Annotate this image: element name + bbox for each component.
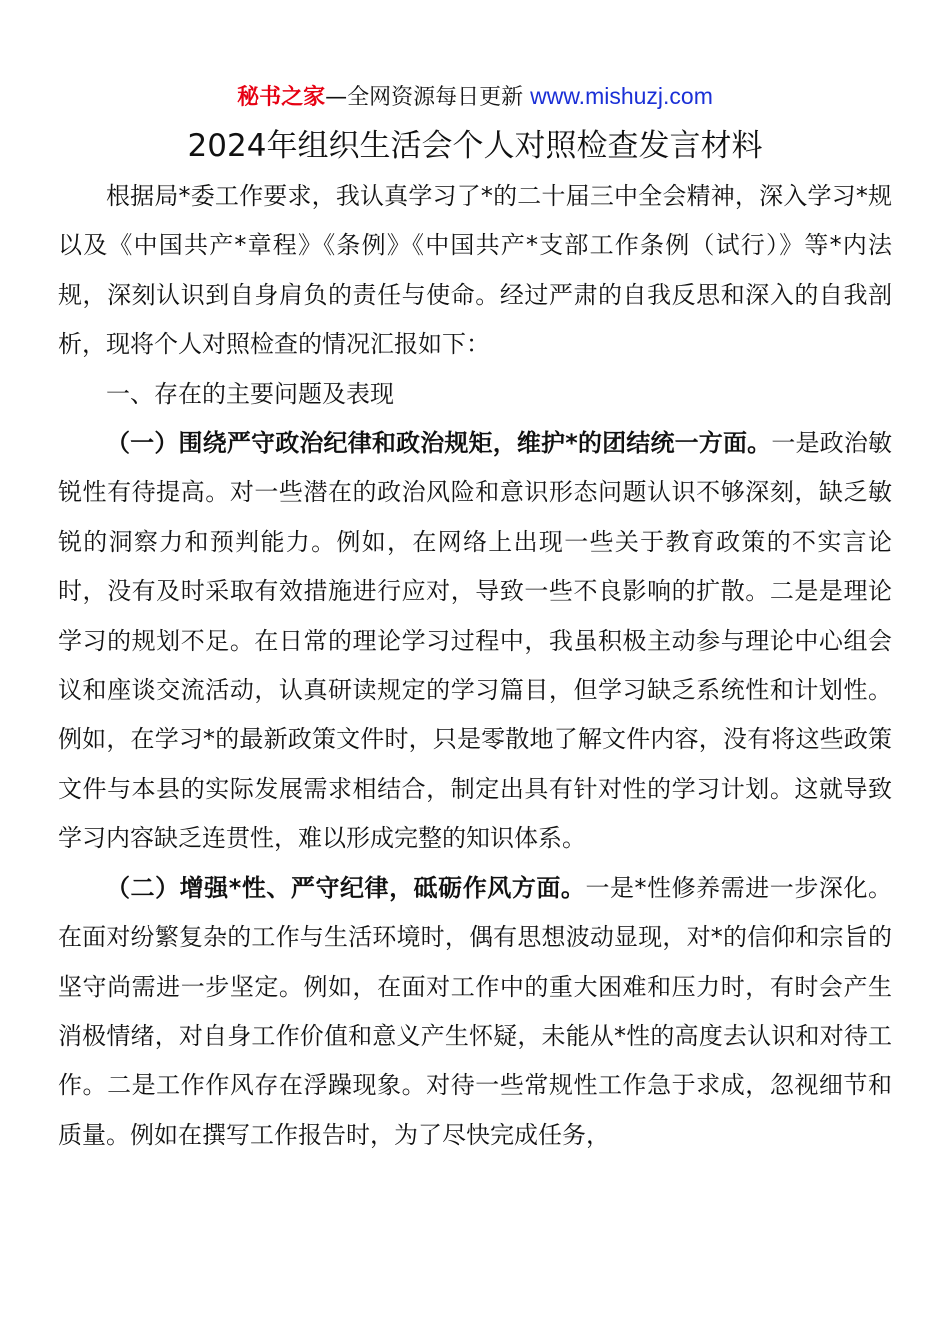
item-body-2: 一是*性修养需进一步深化。在面对纷繁复杂的工作与生活环境时，偶有思想波动显现，对*的信仰和宗旨的坚守尚需进一步坚定。例如，在面对工作中的重大困难和压力时，有时会产生消极情绪，对自身工作价值和意义产生怀疑，未能从*性的高度去认识和对待工作。二是工作作风存在浮躁现象。对待一些常规性工作急于求成，忽视细节和质量。例如在撰写工作报告时，为了尽快完成任务， — [58, 873, 892, 1149]
document-body — [58, 172, 892, 1160]
site-brand: 秘书之家 — [237, 85, 326, 110]
site-url-link[interactable]: www.mishuzj.com — [530, 83, 713, 109]
item-body-1: 一是政治敏锐性有待提高。对一些潜在的政治风险和意识形态问题认识不够深刻，缺乏敏锐的洞察力和预判能力。例如，在网络上出现一些关于教育政策的不实言论时，没有及时采取有效措施进行应对，导致一些不良影响的扩散。二是是理论学习的规划不足。在日常的理论学习过程中，我虽积极主动参与理论中心组会议和座谈交流活动，认真研读规定的学习篇目，但学习缺乏系统性和计划性。例如，在学习*的最新政策文件时，只是零散地了解文件内容，没有将这些政策文件与本县的实际发展需求相结合，制定出具有针对性的学习计划。这就导致学习内容缺乏连贯性，难以形成完整的知识体系。 — [58, 429, 892, 853]
section-heading: 一、存在的主要问题及表现 — [106, 379, 394, 408]
site-header — [0, 80, 950, 114]
item-heading-1: （一）围绕严守政治纪律和政治规矩，维护*的团结统一方面。 — [106, 429, 772, 458]
intro-paragraph: 根据局*委工作要求，我认真学习了*的二十届三中全会精神，深入学习*规以及《中国共产*章程》《条例》《中国共产*支部工作条例（试行）》等*内法规，深刻认识到自身肩负的责任与使命。经过严肃的自我反思和深入的自我剖析，现将个人对照检查的情况汇报如下： — [58, 182, 892, 359]
item-paragraph-2 — [58, 864, 892, 1160]
item-paragraph-1 — [58, 419, 892, 864]
item-heading-2: （二）增强*性、严守纪律，砥砺作风方面。 — [106, 873, 586, 902]
site-tagline: —全网资源每日更新 — [325, 85, 524, 110]
document-title: 2024年组织生活会个人对照检查发言材料 — [187, 128, 763, 164]
